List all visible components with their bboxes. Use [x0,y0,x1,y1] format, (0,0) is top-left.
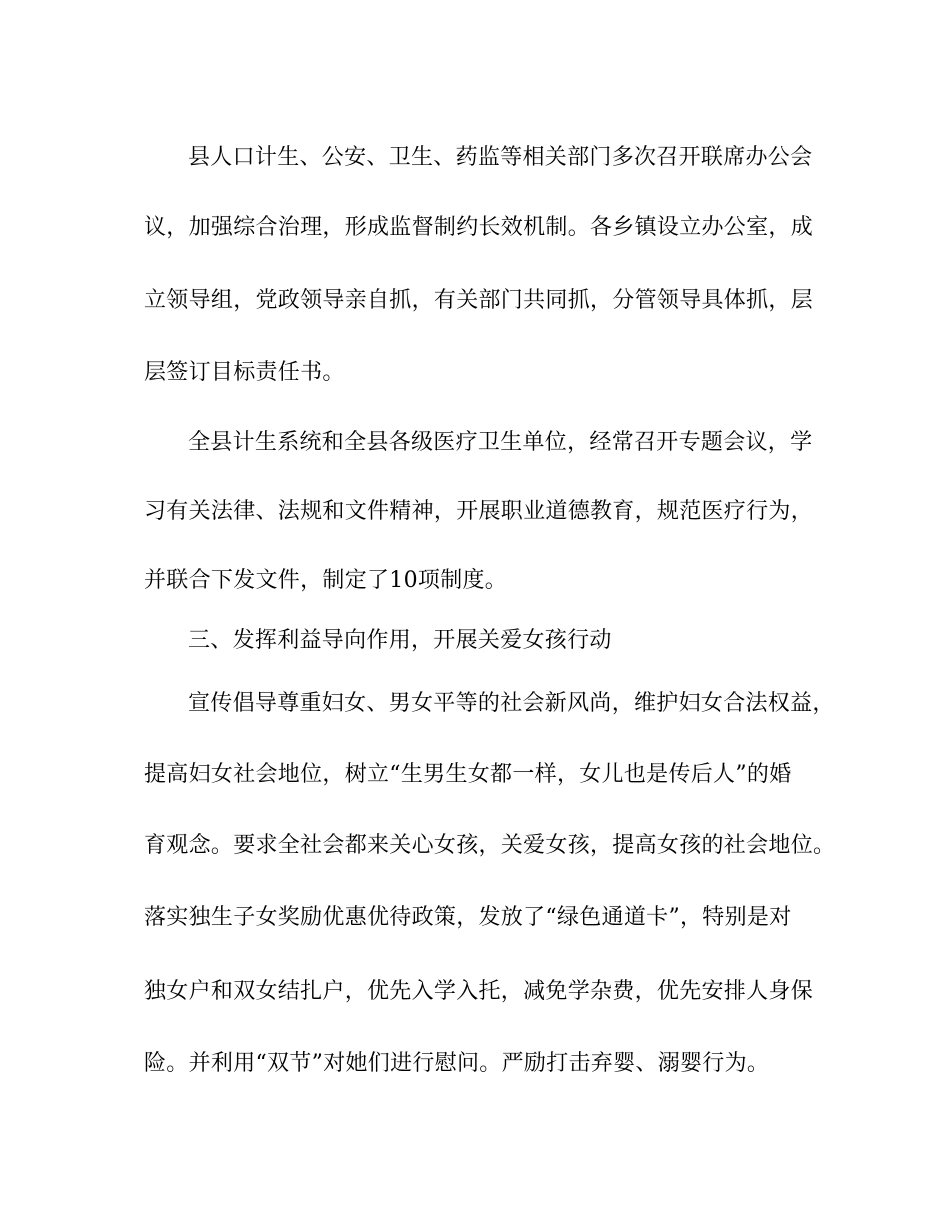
text-line: 立领导组，党政领导亲自抓，有关部门共同抓，分管领导具体抓，层 [144,288,814,313]
text-line: 全县计生系统和全县各级医疗卫生单位，经常召开专题会议，学 [188,430,813,455]
text-line: 宣传倡导尊重妇女、男女平等的社会新风尚，维护妇女合法权益， [188,691,835,716]
text-line: 县人口计生、公安、卫生、药监等相关部门多次召开联席办公会 [188,145,813,170]
text-line: 提高妇女社会地位，树立“生男生女都一样，女儿也是传后人”的婚 [144,762,792,787]
text-line: 落实独生子女奖励优惠优待政策，发放了“绿色通道卡”，特别是对 [144,905,792,930]
text-line: 独女户和双女结扎户，优先入学入托，减免学杂费，优先安排人身保 [144,979,814,1004]
heading-line: 三、发挥利益导向作用，开展关爱女孩行动 [188,628,612,653]
text-line: 并联合下发文件，制定了10项制度。 [144,568,508,593]
text-line: 险。并利用“双节”对她们进行慰问。严励打击弃婴、溺婴行为。 [144,1051,770,1076]
text-line: 育观念。要求全社会都来关心女孩，关爱女孩，提高女孩的社会地位。 [144,833,836,858]
text-line: 议，加强综合治理，形成监督制约长效机制。各乡镇设立办公室，成 [144,215,814,240]
text-line: 习有关法律、法规和文件精神，开展职业道德教育，规范医疗行为， [144,499,814,524]
text-line: 层签订目标责任书。 [144,360,345,385]
